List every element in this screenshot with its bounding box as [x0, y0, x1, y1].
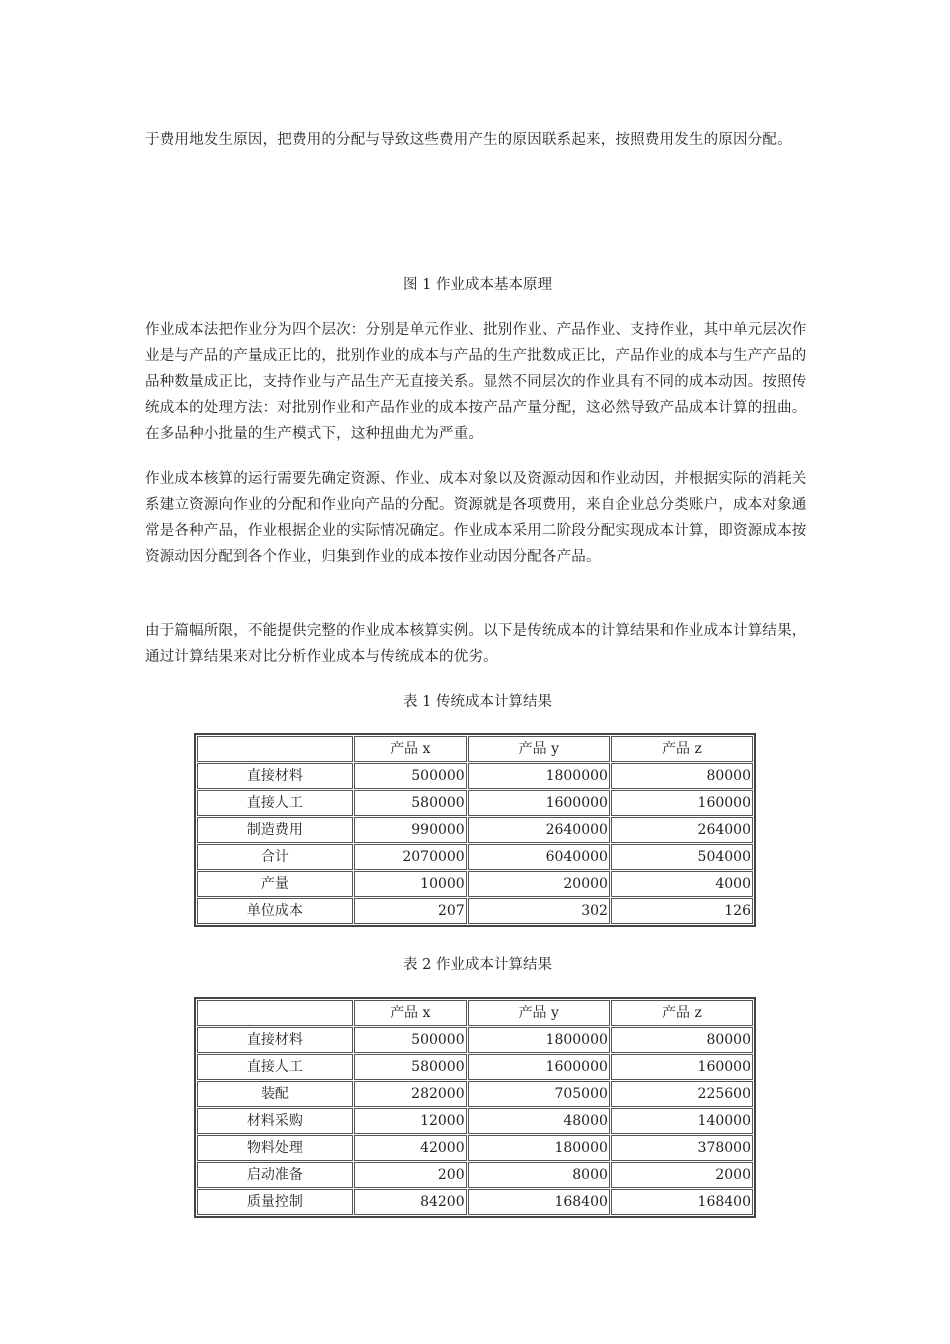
value-cell: 160000 [611, 1054, 753, 1080]
value-cell: 500000 [354, 763, 467, 789]
value-cell: 2640000 [468, 817, 610, 843]
table-row [197, 871, 753, 897]
value-cell: 225600 [611, 1081, 753, 1107]
value-cell: 580000 [354, 790, 467, 816]
table-row [197, 844, 753, 870]
value-cell: 207 [354, 898, 467, 924]
value-cell: 12000 [354, 1108, 467, 1134]
value-cell: 8000 [468, 1162, 610, 1188]
value-cell: 10000 [354, 871, 467, 897]
table-row [197, 1189, 753, 1215]
value-cell: 160000 [611, 790, 753, 816]
header-cell: 产品 y [468, 1000, 610, 1026]
row-label: 材料采购 [197, 1108, 353, 1134]
value-cell: 1800000 [468, 1027, 610, 1053]
value-cell: 140000 [611, 1108, 753, 1134]
value-cell: 2070000 [354, 844, 467, 870]
row-label: 物料处理 [197, 1135, 353, 1161]
table-row [197, 1108, 753, 1134]
value-cell: 580000 [354, 1054, 467, 1080]
value-cell: 302 [468, 898, 610, 924]
table-row [197, 898, 753, 924]
table-row [197, 1027, 753, 1053]
value-cell: 168400 [468, 1189, 610, 1215]
value-cell: 20000 [468, 871, 610, 897]
value-cell: 200 [354, 1162, 467, 1188]
value-cell: 378000 [611, 1135, 753, 1161]
header-cell [197, 736, 353, 762]
table-row [197, 1054, 753, 1080]
row-label: 制造费用 [197, 817, 353, 843]
row-label: 直接材料 [197, 1027, 353, 1053]
value-cell: 126 [611, 898, 753, 924]
value-cell: 6040000 [468, 844, 610, 870]
table-header-row [197, 1000, 753, 1026]
value-cell: 84200 [354, 1189, 467, 1215]
header-cell: 产品 y [468, 736, 610, 762]
value-cell: 80000 [611, 1027, 753, 1053]
value-cell: 264000 [611, 817, 753, 843]
table-header-row [197, 736, 753, 762]
value-cell: 48000 [468, 1108, 610, 1134]
value-cell: 282000 [354, 1081, 467, 1107]
value-cell: 168400 [611, 1189, 753, 1215]
table2-caption: 表 2 作业成本计算结果 [403, 957, 552, 973]
activity-cost-table [194, 997, 756, 1218]
table-row [197, 763, 753, 789]
table-row [197, 1135, 753, 1161]
paragraph-activity-accounting: 作业成本核算的运行需要先确定资源、作业、成本对象以及资源动因和作业动因，并根据实际的消耗关系建立资源向作业的分配和作业向产品的分配。资源就是各项费用，来自企业总分类账户，成本对象通常是各种产品，作业根据企业的实际情况确定。作业成本采用二阶段分配实现成本计算，即资源成本按资源动因分配到各个作业，归集到作业的成本按作业动因分配各产品。 [145, 471, 807, 565]
value-cell: 504000 [611, 844, 753, 870]
row-label: 单位成本 [197, 898, 353, 924]
row-label: 直接人工 [197, 1054, 353, 1080]
value-cell: 1800000 [468, 763, 610, 789]
value-cell: 1600000 [468, 1054, 610, 1080]
value-cell: 4000 [611, 871, 753, 897]
figure-caption: 图 1 作业成本基本原理 [403, 277, 552, 293]
table-row [197, 1081, 753, 1107]
value-cell: 180000 [468, 1135, 610, 1161]
row-label: 直接人工 [197, 790, 353, 816]
paragraph-comparison-intro: 由于篇幅所限，不能提供完整的作业成本核算实例。以下是传统成本的计算结果和作业成本计算结果，通过计算结果来对比分析作业成本与传统成本的优劣。 [145, 623, 807, 665]
row-label: 装配 [197, 1081, 353, 1107]
paragraph-activity-levels: 作业成本法把作业分为四个层次：分别是单元作业、批别作业、产品作业、支持作业，其中单元层次作业是与产品的产量成正比的，批别作业的成本与产品的生产批数成正比，产品作业的成本与生产产品的品种数量成正比，支持作业与产品生产无直接关系。显然不同层次的作业具有不同的成本动因。按照传统成本的处理方法：对批别作业和产品作业的成本按产品产量分配，这必然导致产品成本计算的扭曲。在多品种小批量的生产模式下，这种扭曲尤为严重。 [145, 322, 807, 442]
row-label: 合计 [197, 844, 353, 870]
table-row [197, 790, 753, 816]
value-cell: 1600000 [468, 790, 610, 816]
row-label: 直接材料 [197, 763, 353, 789]
traditional-cost-table [194, 733, 756, 927]
row-label: 产量 [197, 871, 353, 897]
value-cell: 42000 [354, 1135, 467, 1161]
paragraph-intro-continuation: 于费用地发生原因，把费用的分配与导致这些费用产生的原因联系起来，按照费用发生的原因分配。 [145, 132, 792, 148]
value-cell: 80000 [611, 763, 753, 789]
table1-caption: 表 1 传统成本计算结果 [403, 694, 552, 710]
value-cell: 500000 [354, 1027, 467, 1053]
header-cell: 产品 z [611, 736, 753, 762]
header-cell [197, 1000, 353, 1026]
row-label: 启动准备 [197, 1162, 353, 1188]
value-cell: 2000 [611, 1162, 753, 1188]
table-row [197, 817, 753, 843]
header-cell: 产品 z [611, 1000, 753, 1026]
row-label: 质量控制 [197, 1189, 353, 1215]
value-cell: 705000 [468, 1081, 610, 1107]
value-cell: 990000 [354, 817, 467, 843]
header-cell: 产品 x [354, 736, 467, 762]
header-cell: 产品 x [354, 1000, 467, 1026]
table-row [197, 1162, 753, 1188]
